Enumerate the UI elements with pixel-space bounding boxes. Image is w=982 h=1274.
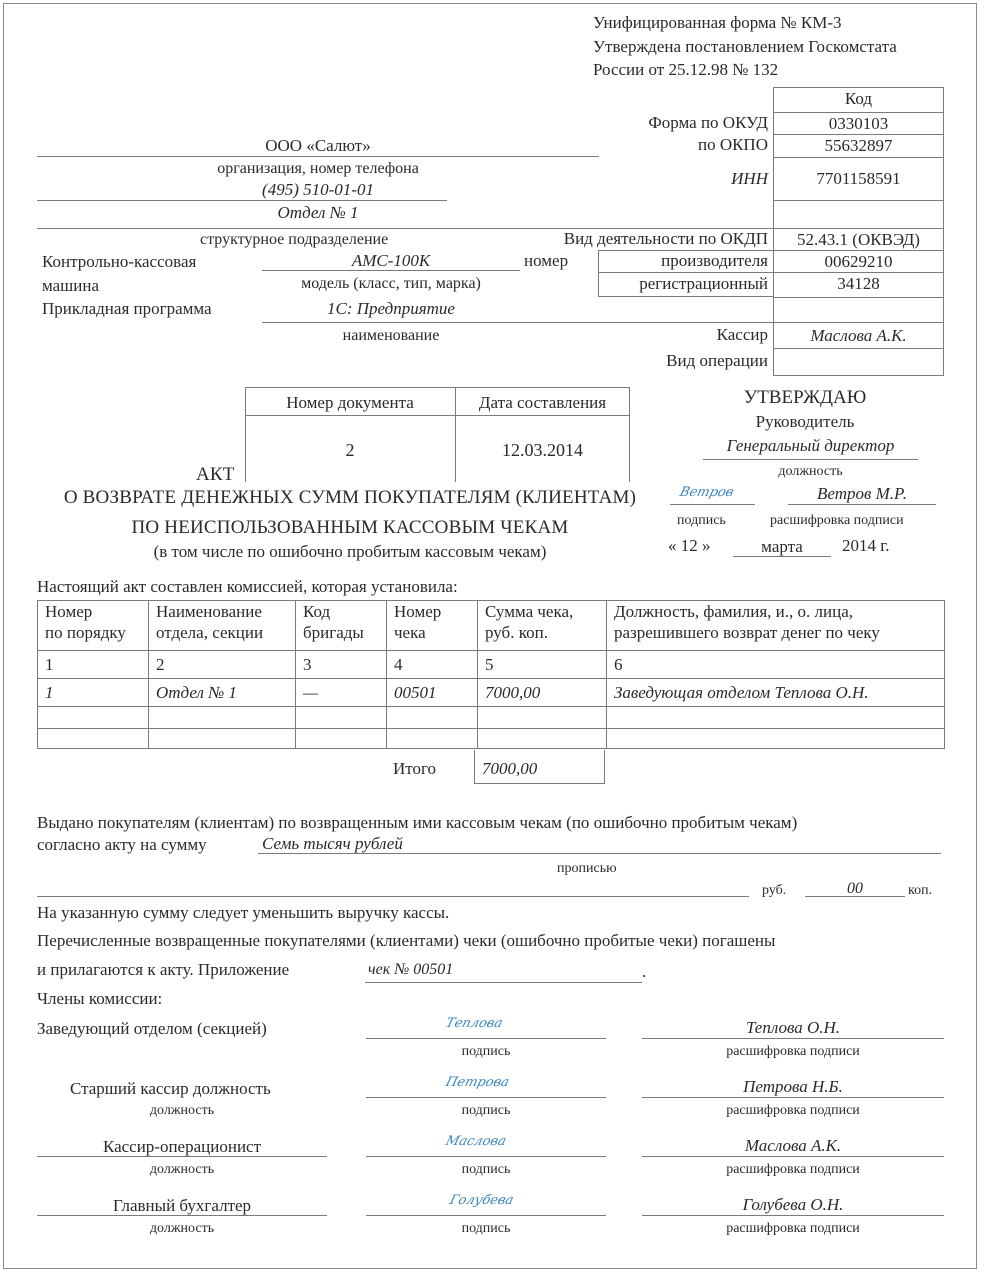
- period: .: [642, 962, 647, 981]
- table-cell: [478, 707, 607, 729]
- approval-position: Генеральный директор: [726, 436, 895, 455]
- table-cell: [38, 729, 149, 749]
- header-cell: Номер по порядку: [38, 601, 149, 651]
- doc-number: 2: [345, 440, 355, 460]
- table-cell: 1: [38, 679, 149, 707]
- divider: [733, 556, 831, 557]
- title-line-2: О ВОЗВРАТЕ ДЕНЕЖНЫХ СУММ ПОКУПАТЕЛЯМ (КЛИЕНТАМ): [63, 487, 637, 508]
- okdp-label: Вид деятельности по ОКДП: [563, 229, 768, 248]
- member-3-position: Кассир-операционист: [102, 1137, 262, 1156]
- divider: [37, 156, 599, 157]
- attached-line-1: Перечисленные возвращенные покупателями (клиентами) чеки (ошибочно пробитые чеки) погашены: [37, 931, 776, 950]
- codes-header: Код: [844, 89, 873, 108]
- divider: [366, 1038, 606, 1039]
- okud-label: Форма по ОКУД: [648, 113, 768, 132]
- approval-year: 2014 г.: [842, 536, 890, 555]
- table-cell: 00501: [387, 679, 478, 707]
- inn-value: 7701158591: [773, 157, 944, 200]
- sign-caption: подпись: [461, 1221, 511, 1236]
- position-caption: должность: [149, 1221, 215, 1236]
- attachment: чек № 00501: [368, 961, 454, 978]
- col-number: 3: [296, 651, 387, 679]
- divider: [262, 322, 774, 323]
- registration-label: регистрационный: [639, 274, 768, 293]
- kkm-model: АМС-100К: [351, 251, 431, 270]
- divider: [642, 1156, 944, 1157]
- manufacturer-label: производителя: [661, 251, 768, 270]
- cashier-value: Маслова А.К.: [773, 322, 944, 348]
- table-cell: [296, 707, 387, 729]
- member-2-name: Петрова Н.Б.: [743, 1077, 843, 1096]
- divider: [262, 270, 520, 271]
- kop-value: 00: [847, 880, 863, 897]
- form-line-1: Унифицированная форма № КМ-3: [593, 13, 842, 32]
- org-name: ООО «Салют»: [265, 136, 371, 155]
- department: Отдел № 1: [277, 203, 359, 222]
- intro-text: Настоящий акт составлен комиссией, которая установила:: [37, 577, 458, 596]
- divider: [805, 896, 905, 897]
- table-header-row: [38, 601, 945, 651]
- number-label: номер: [524, 251, 569, 270]
- divider: [522, 228, 774, 229]
- member-4-name: Голубева О.Н.: [742, 1195, 844, 1214]
- member-3-signature: Маслова: [443, 1134, 508, 1149]
- table-cell: [607, 707, 945, 729]
- attached-line-2: и прилагаются к акту. Приложение: [37, 960, 290, 979]
- table-cell: 7000,00: [478, 679, 607, 707]
- header-cell: Код бригады: [296, 601, 387, 651]
- approval-position-caption: должность: [778, 464, 843, 479]
- title-line-3: ПО НЕИСПОЛЬЗОВАННЫМ КАССОВЫМ ЧЕКАМ: [131, 517, 569, 538]
- table-cell: Заведующая отделом Теплова О.Н.: [607, 679, 945, 707]
- approval-day: « 12 »: [668, 536, 711, 555]
- table-cell: —: [296, 679, 387, 707]
- okpo-label: по ОКПО: [697, 135, 768, 154]
- divider: [365, 982, 642, 983]
- total-value: 7000,00: [482, 759, 538, 778]
- member-4-position: Главный бухгалтер: [112, 1196, 252, 1215]
- col-number: 4: [387, 651, 478, 679]
- divider: [366, 1215, 606, 1216]
- member-1-name: Теплова О.Н.: [745, 1018, 841, 1037]
- table-cell: [478, 729, 607, 749]
- divider: [642, 1097, 944, 1098]
- table-cell: [387, 729, 478, 749]
- table-row: [38, 729, 945, 749]
- kkm-label-1: Контрольно-кассовая: [42, 252, 197, 271]
- divider: [598, 272, 774, 273]
- program-caption: наименование: [342, 327, 440, 344]
- total-label: Итого: [393, 759, 437, 778]
- approval-month: марта: [761, 537, 803, 556]
- member-4-signature: Голубева: [447, 1193, 516, 1208]
- okud-value: 0330103: [773, 112, 944, 134]
- column-number-row: [38, 651, 945, 679]
- divider: [366, 1156, 606, 1157]
- issued-line-1: Выдано покупателям (клиентам) по возвращенным ими кассовым чекам (по ошибочно пробитым чекам): [37, 813, 798, 832]
- doc-number-header: Номер документа: [286, 393, 414, 412]
- approval-name: Ветров М.Р.: [817, 484, 907, 503]
- sign-caption: подпись: [461, 1103, 511, 1118]
- divider: [37, 200, 447, 201]
- divider: [788, 504, 936, 505]
- member-1-signature: Теплова: [443, 1016, 505, 1031]
- table-cell: [296, 729, 387, 749]
- doc-date: 12.03.2014: [502, 440, 583, 460]
- rub-label: руб.: [762, 883, 787, 898]
- approval-name-caption: расшифровка подписи: [770, 513, 904, 528]
- form-line-2: Утверждена постановлением Госкомстата: [593, 37, 897, 56]
- operation-value: [773, 348, 944, 376]
- table-cell: [387, 707, 478, 729]
- cashier-label: Кассир: [716, 325, 768, 344]
- title-akt: АКТ: [196, 464, 235, 485]
- manufacturer-value: 00629210: [773, 250, 944, 272]
- sign-caption: подпись: [461, 1044, 511, 1059]
- divider: [642, 1215, 944, 1216]
- table-row: [38, 707, 945, 729]
- name-caption: расшифровка подписи: [726, 1044, 860, 1059]
- member-3-name: Маслова А.К.: [744, 1136, 842, 1155]
- col-number: 6: [607, 651, 945, 679]
- divider: [703, 459, 918, 460]
- kkm-label-2: машина: [42, 276, 100, 295]
- reduce-text: На указанную сумму следует уменьшить выручку кассы.: [37, 903, 450, 922]
- header-cell: Номер чека: [387, 601, 478, 651]
- table-cell: [149, 729, 296, 749]
- member-1-position: Заведующий отделом (секцией): [37, 1019, 267, 1038]
- divider: [670, 504, 755, 505]
- okdp-value: 52.43.1 (ОКВЭД): [773, 228, 944, 250]
- divider: [258, 853, 941, 854]
- operation-label: Вид операции: [666, 351, 768, 370]
- program-name: 1С: Предприятие: [327, 299, 455, 318]
- sign-caption: подпись: [461, 1162, 511, 1177]
- divider: [37, 1156, 327, 1157]
- approval-role: Руководитель: [755, 412, 855, 431]
- org-caption: организация, номер телефона: [217, 160, 419, 177]
- approval-sign-caption: подпись: [677, 513, 726, 528]
- col-number: 5: [478, 651, 607, 679]
- name-caption: расшифровка подписи: [726, 1103, 860, 1118]
- table-row: [38, 679, 945, 707]
- position-caption: должность: [149, 1103, 215, 1118]
- kkm-caption: модель (класс, тип, марка): [301, 275, 481, 292]
- position-caption: должность: [149, 1162, 215, 1177]
- header-cell: Должность, фамилия, и., о. лица, разрешившего возврат денег по чеку: [607, 601, 945, 651]
- name-caption: расшифровка подписи: [726, 1162, 860, 1177]
- header-cell: Сумма чека, руб. коп.: [478, 601, 607, 651]
- table-cell: [38, 707, 149, 729]
- blank-code-1: [773, 200, 944, 228]
- blank-code-2: [773, 297, 944, 322]
- divider: [37, 896, 749, 897]
- title-line-4: (в том числе по ошибочно пробитым кассовым чекам): [153, 542, 547, 561]
- form-line-3: России от 25.12.98 № 132: [593, 60, 779, 79]
- member-2-position: Старший кассир должность: [70, 1079, 271, 1098]
- program-label: Прикладная программа: [42, 299, 212, 318]
- divider: [642, 1038, 944, 1039]
- commission-title: Члены комиссии:: [37, 989, 163, 1008]
- issued-line-2: согласно акту на сумму: [37, 835, 207, 854]
- org-phone: (495) 510-01-01: [262, 180, 374, 199]
- divider: [37, 228, 522, 229]
- okpo-value: 55632897: [773, 134, 944, 157]
- doc-date-header: Дата составления: [478, 393, 607, 412]
- header-cell: Наименование отдела, секции: [149, 601, 296, 651]
- amount-words: Семь тысяч рублей: [262, 834, 403, 853]
- approval-signature: Ветров: [677, 485, 736, 500]
- table-cell: Отдел № 1: [149, 679, 296, 707]
- name-caption: расшифровка подписи: [726, 1221, 860, 1236]
- department-caption: структурное подразделение: [200, 231, 389, 248]
- words-caption: прописью: [557, 861, 617, 876]
- divider: [245, 415, 630, 416]
- approval-title: УТВЕРЖДАЮ: [743, 387, 867, 408]
- divider: [366, 1097, 606, 1098]
- returns-table: [37, 600, 945, 749]
- inn-label: ИНН: [731, 169, 768, 188]
- registration-value: 34128: [773, 272, 944, 297]
- member-2-signature: Петрова: [443, 1075, 511, 1090]
- kop-label: коп.: [908, 883, 933, 898]
- col-number: 2: [149, 651, 296, 679]
- col-number: 1: [38, 651, 149, 679]
- table-cell: [149, 707, 296, 729]
- table-cell: [607, 729, 945, 749]
- divider: [37, 1215, 327, 1216]
